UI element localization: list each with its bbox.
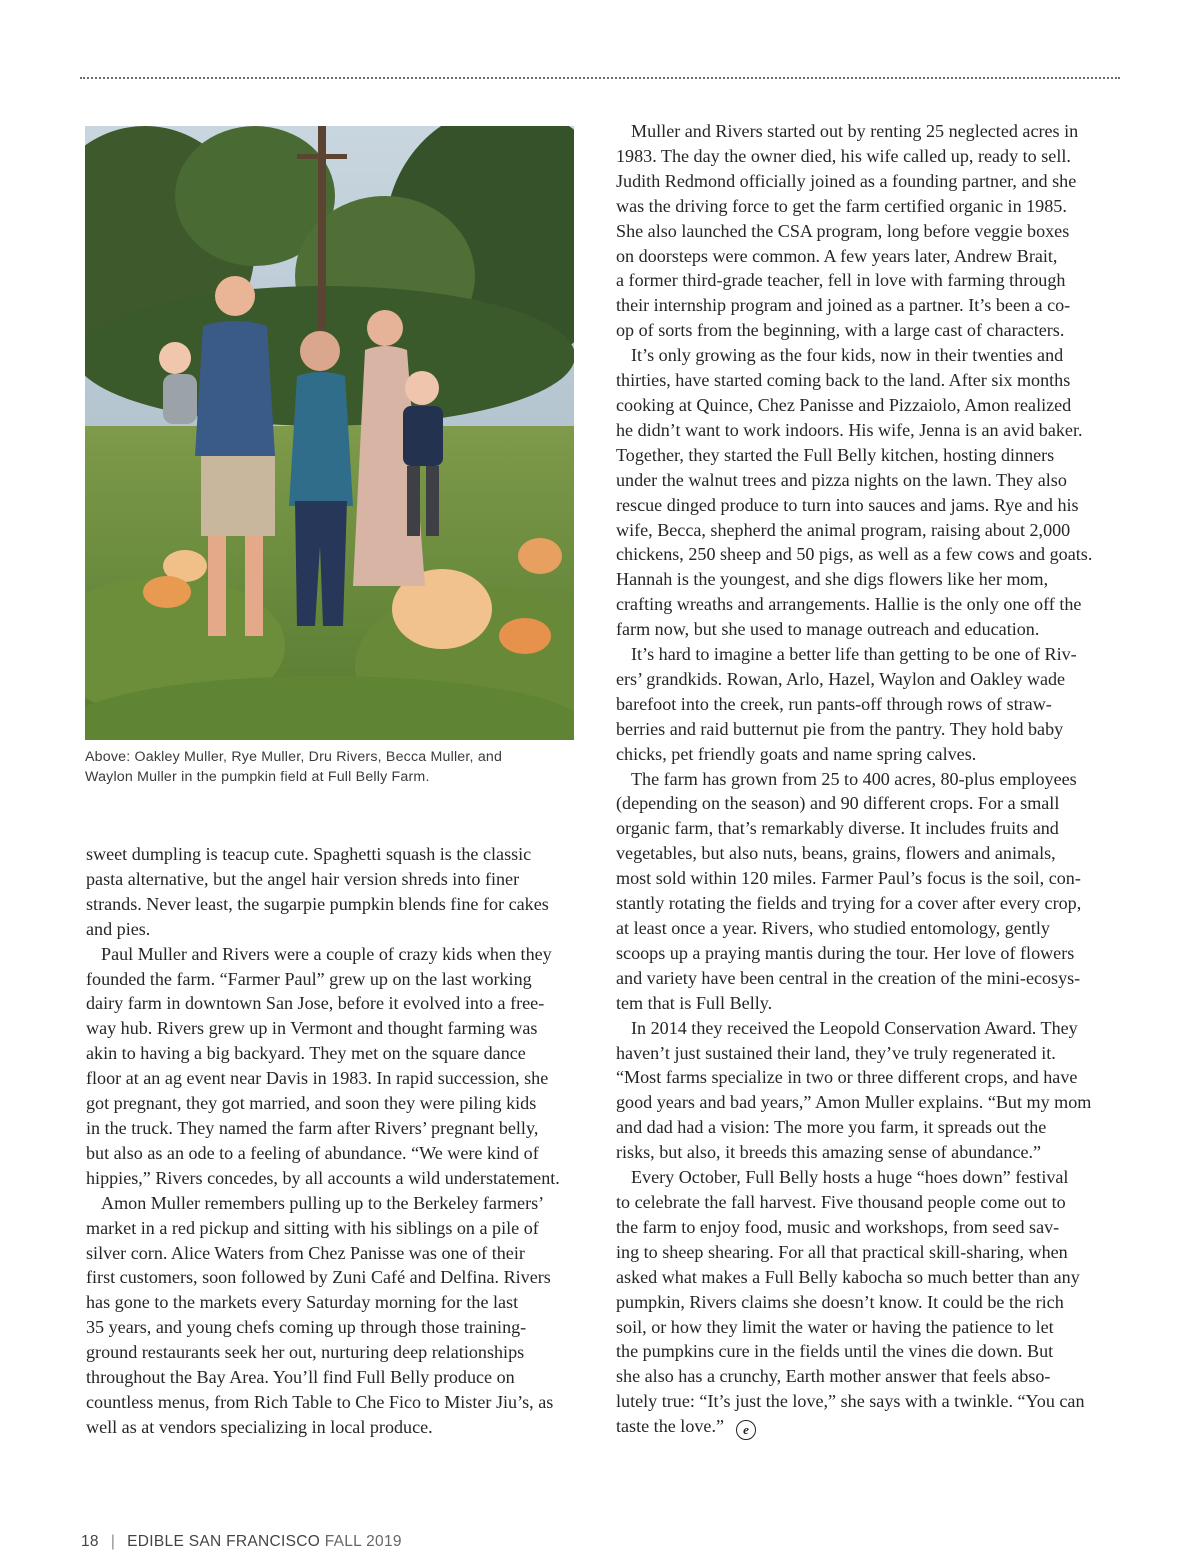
text-line: akin to having a big backyard. They met on the square dance bbox=[86, 1043, 526, 1064]
text-line: tem that is Full Belly. bbox=[616, 992, 773, 1013]
text-line: chicks, pet friendly goats and name spring calves. bbox=[616, 743, 977, 764]
text-line: haven’t just sustained their land, they’ve truly regenerated it. bbox=[616, 1042, 1056, 1063]
text-line: got pregnant, they got married, and soon they were piling kids bbox=[86, 1093, 537, 1114]
text-line: he didn’t want to work indoors. His wife, Jenna is an avid baker. bbox=[616, 419, 1083, 440]
page-number: 18 bbox=[81, 1533, 99, 1550]
text-line: It’s only growing as the four kids, now in their twenties and bbox=[631, 345, 1064, 366]
text-line: scoops up a praying mantis during the tour. Her love of flowers bbox=[616, 942, 1075, 963]
text-line: throughout the Bay Area. You’ll find Full Belly produce on bbox=[86, 1367, 515, 1388]
text-line: has gone to the markets every Saturday morning for the last bbox=[86, 1292, 519, 1313]
caption-line: Waylon Muller in the pumpkin field at Full Belly Farm. bbox=[85, 768, 430, 785]
text-line: founded the farm. “Farmer Paul” grew up on the last working bbox=[86, 968, 532, 989]
text-line: 1983. The day the owner died, his wife called up, ready to sell. bbox=[616, 145, 1071, 166]
text-line: Every October, Full Belly hosts a huge “hoes down” festival bbox=[631, 1167, 1069, 1188]
text-line: Hannah is the youngest, and she digs flowers like her mom, bbox=[616, 569, 1049, 590]
caption-line: Above: Oakley Muller, Rye Muller, Dru Rivers, Becca Muller, and bbox=[85, 749, 503, 765]
text-line: and dad had a vision: The more you farm, it spreads out the bbox=[616, 1117, 1047, 1138]
text-line: their internship program and joined as a partner. It’s been a co- bbox=[616, 295, 1071, 316]
text-line: ground restaurants seek her out, nurturing deep relationships bbox=[86, 1342, 525, 1363]
text-line: crafting wreaths and arrangements. Hallie is the only one off the bbox=[616, 594, 1082, 615]
text-line: barefoot into the creek, run pants-off through rows of straw- bbox=[616, 693, 1052, 714]
text-line: In 2014 they received the Leopold Conservation Award. They bbox=[631, 1017, 1078, 1038]
text-line: pumpkin, Rivers claims she doesn’t know. It could be the rich bbox=[616, 1291, 1064, 1312]
text-line: lutely true: “It’s just the love,” she says with a twinkle. “You can bbox=[616, 1391, 1085, 1412]
text-line: chickens, 250 sheep and 50 pigs, as well as a few cows and goats. bbox=[616, 544, 1093, 565]
text-line: risks, but also, it breeds this amazing sense of abundance.” bbox=[616, 1142, 1042, 1163]
text-line: berries and raid butternut pie from the pantry. They hold baby bbox=[616, 718, 1064, 739]
text-line: she also has a crunchy, Earth mother answer that feels abso- bbox=[616, 1366, 1051, 1387]
text-line: in the truck. They named the farm after Rivers’ pregnant belly, bbox=[86, 1117, 539, 1138]
text-line: asked what makes a Full Belly kabocha so much better than any bbox=[616, 1266, 1080, 1287]
text-line: ing to sheep shearing. For all that practical skill-sharing, when bbox=[616, 1241, 1068, 1262]
text-line: well as at vendors specializing in local produce. bbox=[86, 1416, 433, 1437]
text-line: Together, they started the Full Belly kitchen, hosting dinners bbox=[616, 444, 1055, 465]
text-line: She also launched the CSA program, long before veggie boxes bbox=[616, 220, 1070, 241]
text-line: 35 years, and young chefs coming up through those training- bbox=[86, 1317, 527, 1338]
text-line: silver corn. Alice Waters from Chez Panisse was one of their bbox=[86, 1242, 525, 1263]
text-line: market in a red pickup and sitting with his siblings on a pile of bbox=[86, 1217, 539, 1238]
text-line: stantly rotating the fields and trying for a cover after every crop, bbox=[616, 893, 1082, 914]
text-line: taste the love.” e bbox=[616, 1414, 1126, 1439]
text-line: was the driving force to get the farm certified organic in 1985. bbox=[616, 195, 1067, 216]
text-line: vegetables, but also nuts, beans, grains, flowers and animals, bbox=[616, 843, 1056, 864]
footer-separator: | bbox=[110, 1533, 116, 1550]
text-line: rescue dinged produce to turn into sauces and jams. Rye and his bbox=[616, 494, 1079, 515]
text-line: but also as an ode to a feeling of abundance. “We were kind of bbox=[86, 1142, 539, 1163]
text-line: cooking at Quince, Chez Panisse and Pizzaiolo, Amon realized bbox=[616, 394, 1072, 415]
text-line: and variety have been central in the creation of the mini-ecosys- bbox=[616, 967, 1081, 988]
text-line: “Most farms specialize in two or three different crops, and have bbox=[616, 1067, 1078, 1088]
text-line: Paul Muller and Rivers were a couple of crazy kids when they bbox=[101, 943, 552, 964]
text-line: countless menus, from Rich Table to Che Fico to Mister Jiu’s, as bbox=[86, 1391, 554, 1412]
text-line: Muller and Rivers started out by renting 25 neglected acres in bbox=[631, 121, 1079, 141]
text-line: and pies. bbox=[86, 918, 151, 939]
left-article-column bbox=[86, 842, 596, 1440]
text-line: a former third-grade teacher, fell in love with farming through bbox=[616, 270, 1066, 291]
text-line: organic farm, that’s remarkably diverse. It includes fruits and bbox=[616, 818, 1059, 839]
issue-label: FALL 2019 bbox=[324, 1533, 402, 1550]
text-line: the farm to enjoy food, music and workshops, from seed sav- bbox=[616, 1216, 1060, 1237]
page-footer bbox=[81, 1533, 402, 1551]
text-line: to celebrate the fall harvest. Five thousand people come out to bbox=[616, 1191, 1066, 1212]
text-line: at least once a year. Rivers, who studied entomology, gently bbox=[616, 918, 1050, 938]
text-line: strands. Never least, the sugarpie pumpkin blends fine for cakes bbox=[86, 893, 549, 914]
text-line: floor at an ag event near Davis in 1983. In rapid succession, she bbox=[86, 1068, 549, 1089]
text-line: way hub. Rivers grew up in Vermont and thought farming was bbox=[86, 1018, 538, 1039]
text-line: most sold within 120 miles. Farmer Paul’s focus is the soil, con- bbox=[616, 868, 1081, 889]
family-photo-illustration bbox=[85, 126, 574, 740]
photo-caption bbox=[85, 748, 575, 787]
text-line: hippies,” Rivers concedes, by all accounts a wild understatement. bbox=[86, 1167, 560, 1188]
text-line: under the walnut trees and pizza nights on the lawn. They also bbox=[616, 469, 1067, 490]
text-line: farm now, but she used to manage outreach and education. bbox=[616, 619, 1040, 640]
text-line: Judith Redmond officially joined as a founding partner, and she bbox=[616, 170, 1077, 191]
text-line: thirties, have started coming back to the land. After six months bbox=[616, 370, 1071, 391]
text-line: (depending on the season) and 90 different crops. For a small bbox=[616, 793, 1060, 814]
text-line: sweet dumpling is teacup cute. Spaghetti squash is the classic bbox=[86, 844, 532, 864]
text-line: wife, Becca, shepherd the animal program, raising about 2,000 bbox=[616, 519, 1071, 540]
text-line: It’s hard to imagine a better life than getting to be one of Riv- bbox=[631, 644, 1077, 665]
text-line: first customers, soon followed by Zuni Café and Delfina. Rivers bbox=[86, 1267, 551, 1288]
text-line: soil, or how they limit the water or having the patience to let bbox=[616, 1316, 1054, 1337]
text-line: ers’ grandkids. Rowan, Arlo, Hazel, Waylon and Oakley wade bbox=[616, 668, 1066, 689]
text-line: pasta alternative, but the angel hair version shreds into finer bbox=[86, 868, 520, 889]
text-line: on doorsteps were common. A few years later, Andrew Brait, bbox=[616, 245, 1058, 266]
family-photo bbox=[85, 126, 574, 740]
right-article-column bbox=[616, 119, 1126, 1439]
edible-end-mark-icon: e bbox=[736, 1420, 756, 1440]
text-line: good years and bad years,” Amon Muller explains. “But my mom bbox=[616, 1092, 1092, 1113]
top-dotted-rule bbox=[80, 77, 1120, 79]
publication-name: EDIBLE SAN FRANCISCO bbox=[127, 1533, 321, 1550]
text-line: op of sorts from the beginning, with a large cast of characters. bbox=[616, 320, 1065, 341]
text-line: The farm has grown from 25 to 400 acres, 80-plus employees bbox=[631, 768, 1077, 789]
text-line: the pumpkins cure in the fields until the vines die down. But bbox=[616, 1341, 1054, 1362]
text-line: Amon Muller remembers pulling up to the Berkeley farmers’ bbox=[101, 1192, 545, 1213]
text-line: dairy farm in downtown San Jose, before it evolved into a free- bbox=[86, 993, 545, 1014]
